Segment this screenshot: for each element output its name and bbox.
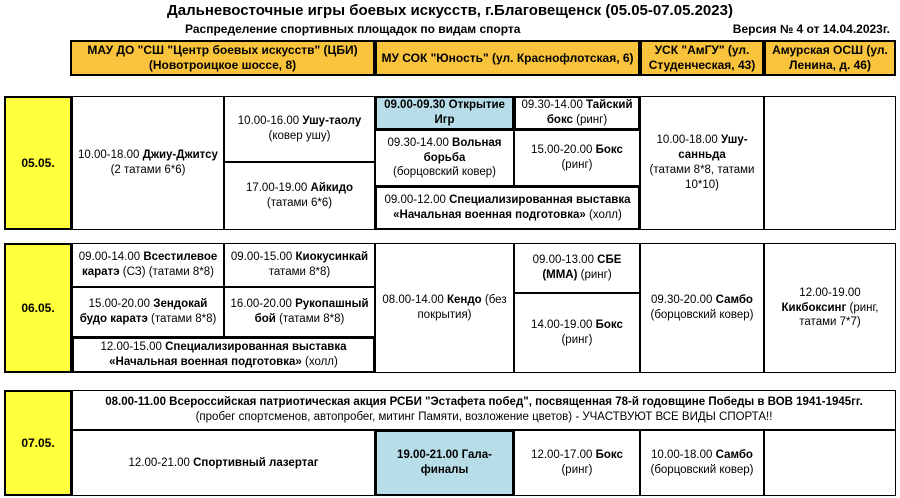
event-cell: 12.00-17.00 Бокс (ринг) [514,430,640,496]
venue-header-osh [764,40,896,76]
venue-name: МУ СОК "Юность" (ул. Краснофлотская, 6) [381,50,634,65]
page-subtitle: Распределение спортивных площадок по видам спорта [185,22,521,36]
day-label: 06.05. [4,243,72,373]
day-label: 07.05. [4,390,72,496]
event-cell: 08.00-14.00 Кендо (без покрытия) [375,243,514,373]
event-cell: 15.00-20.00 Бокс (ринг) [514,130,640,186]
event-cell: 10.00-18.00 Джиу-Джитсу (2 татами 6*6) [72,96,224,230]
empty-cell [764,430,896,496]
event-cell: 15.00-20.00 Зендокай будо каратэ (татами 8*8) [72,287,224,337]
event-cell: 09.30-14.00 Вольная борьба (борцовский ковер) [375,130,514,186]
event-cell: 14.00-19.00 Бокс (ринг) [514,293,640,373]
event-cell: 10.00-16.00 Ушу-таолу (ковер ушу) [224,96,375,162]
event-cell-exhibition: 09.00-12.00 Специализированная выставка «Начальная военная подготовка» (холл) [375,186,640,230]
empty-cell [764,96,896,230]
venue-name: Амурская ОСШ (ул. [772,43,888,57]
event-cell-opening: 09.00-09.30 Открытие Игр [375,96,514,130]
event-cell: 16.00-20.00 Рукопашный бой (татами 8*8) [224,287,375,337]
event-cell: 09.30-14.00 Тайский бокс (ринг) [514,96,640,130]
event-cell: 09.00-15.00 Киокусинкай татами 8*8) [224,243,375,287]
event-cell: 09.00-13.00 СБЕ (ММА) (ринг) [514,243,640,293]
event-cell-gala: 19.00-21.00 Гала-финалы [375,430,514,496]
event-cell: 10.00-18.00 Ушу-санньда (татами 8*8, татами 10*10) [640,96,764,230]
venue-header-amgu [640,40,764,76]
day-label: 05.05. [4,96,72,230]
event-cell: 17.00-19.00 Айкидо (татами 6*6) [224,162,375,230]
venue-header-cbi [70,40,375,76]
venue-address: (Новотроицкое шоссе, 8) [148,58,297,72]
version-label: Версия № 4 от 14.04.2023г. [732,22,890,36]
event-cell: 10.00-18.00 Самбо (борцовский ковер) [640,430,764,496]
event-cell-exhibition: 12.00-15.00 Специализированная выставка «Начальная военная подготовка» (холл) [72,337,375,373]
event-cell: 09.00-14.00 Всестилевое каратэ (СЗ) (татами 8*8) [72,243,224,287]
venue-address: Ленина, д. 46) [789,58,871,72]
page-title: Дальневосточные игры боевых искусств, г.Благовещенск (05.05-07.05.2023) [167,2,733,19]
event-cell: 12.00-21.00 Спортивный лазертаг [72,430,375,496]
event-cell-patriotic-action: 08.00-11.00 Всероссийская патриотическая акция РСБИ "Эстафета побед", посвященная 78-й годовщине Победы в ВОВ 1941-1945гг. (пробег спортсменов, автопробег, митинг Памяти, возложение цветов) - УЧАСТВУЮТ ВСЕ ВИДЫ СПОРТА!! [72,390,896,430]
venue-address: Студенческая, 43) [648,58,756,72]
venue-name: МАУ ДО "СШ "Центр боевых искусств" (ЦБИ) [87,43,358,57]
venue-name: УСК "АмГУ" (ул. [654,43,750,57]
event-cell: 12.00-19.00 Кикбоксинг (ринг, татами 7*7) [764,243,896,373]
event-cell: 09.30-20.00 Самбо (борцовский ковер) [640,243,764,373]
venue-header-yunost [375,40,640,76]
